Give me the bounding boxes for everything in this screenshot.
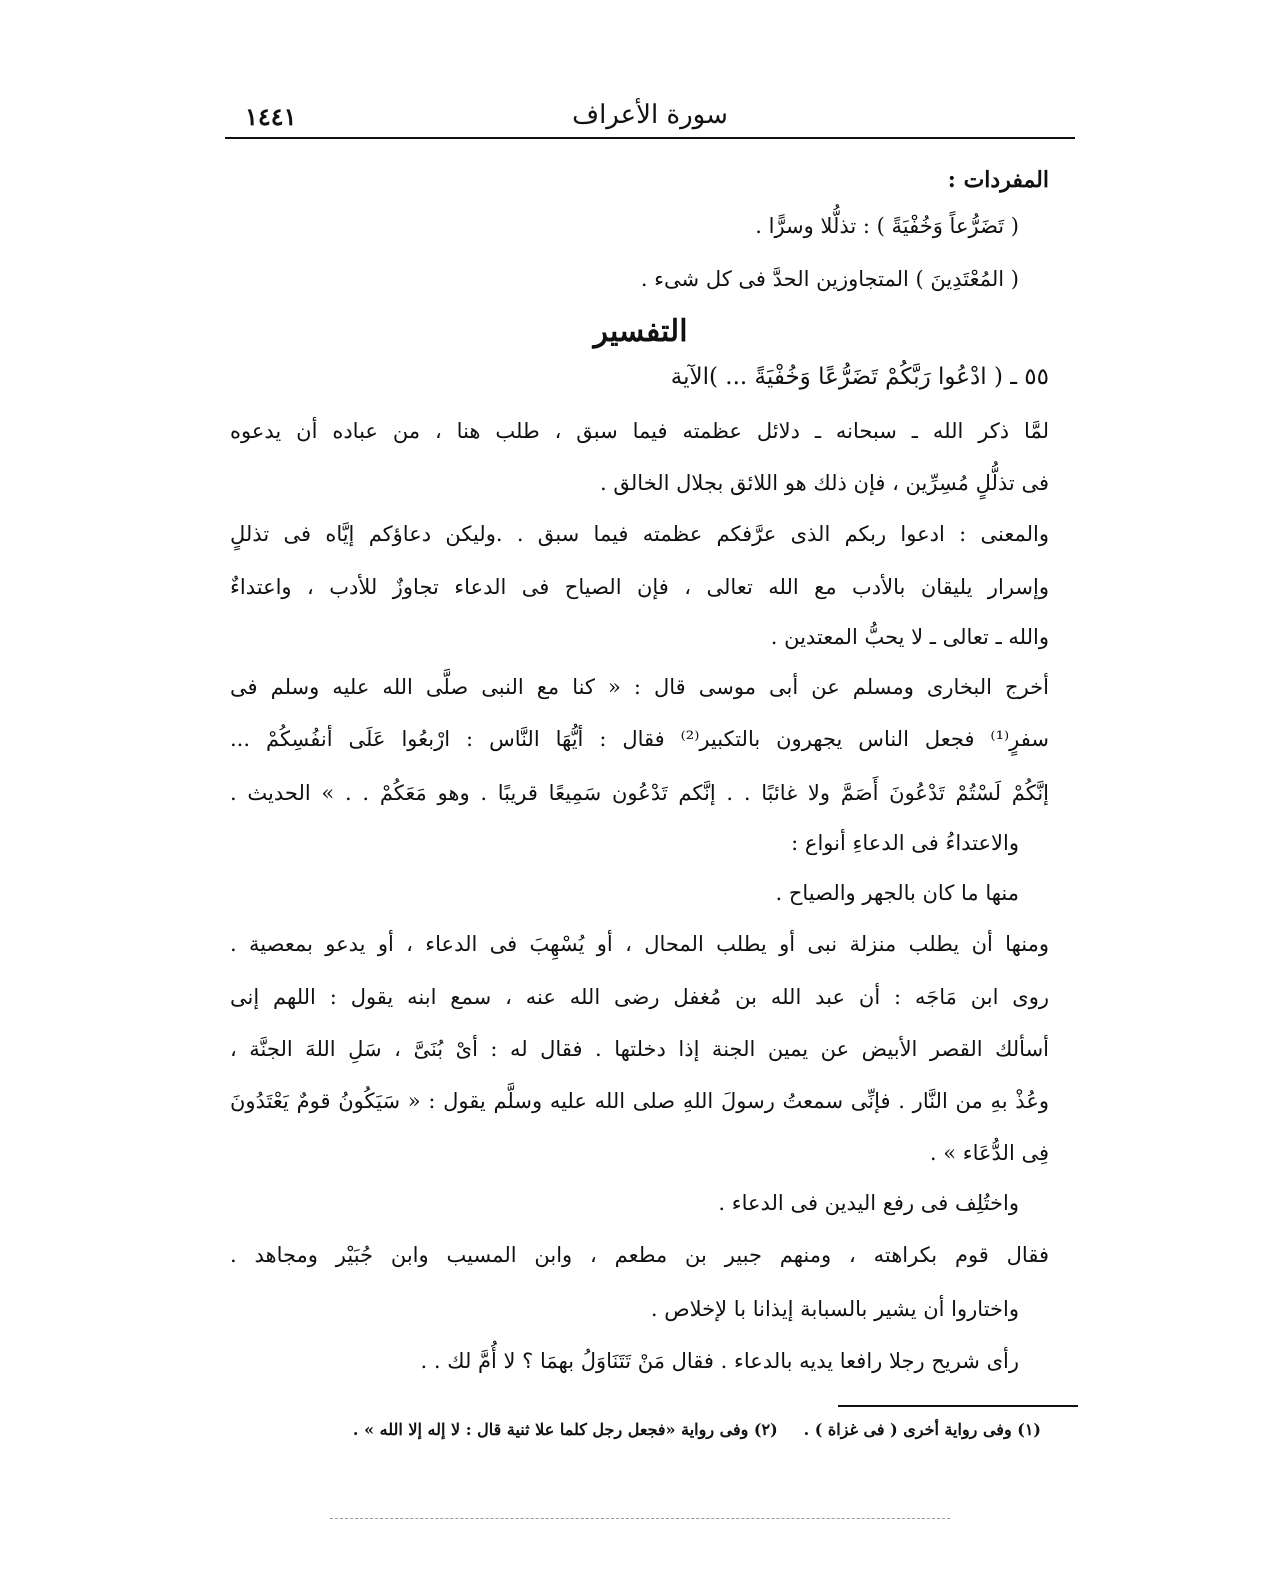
body-line: واختاروا أن يشير بالسبابة إيذانا با لإخلاص . [650, 1297, 1019, 1321]
body-line: أخرج البخارى ومسلم عن أبى موسى قال : « كنا مع النبى صلَّى الله عليه وسلم فى [230, 675, 1049, 699]
surah-title: سورة الأعراف [572, 100, 728, 130]
body-line: فى تذلُّلٍ مُسِرِّين ، فإن ذلك هو اللائق بجلال الخالق . [600, 471, 1049, 495]
footnote-2: (٢) وفى رواية «فجعل رجل كلما علا ثنية قال : لا إله إلا الله » . [352, 1420, 778, 1439]
footnote-rule [838, 1405, 1078, 1407]
body-line: فقال قوم بكراهته ، ومنهم جبير بن مطعم ، وابن المسيب وابن جُبَيْر ومجاهد . [230, 1243, 1049, 1267]
tafsir-heading: التفسير [593, 314, 688, 349]
body-line: منها ما كان بالجهر والصياح . [775, 881, 1019, 905]
body-line: روى ابن مَاجَه : أن عبد الله بن مُغفل رضى الله عنه ، سمع ابنه يقول : اللهم إنى [230, 985, 1049, 1009]
vocabulary-item: ( تَضَرُّعاً وَخُفْيَةً ) : تذلُّلا وسرًّا . [755, 214, 1019, 238]
body-line: فِى الدُّعَاء » . [929, 1141, 1049, 1165]
footnote-1: (١) وفى رواية أخرى ( فى غزاة ) . [803, 1420, 1041, 1439]
footnotes [240, 1416, 1041, 1444]
header-rule [225, 137, 1075, 139]
body-line: سفرٍ⁽¹⁾ فجعل الناس يجهرون بالتكبير⁽²⁾ فقال : أيُّهَا النَّاس : ارْبعُوا عَلَى أنفُسِكُمْ ... [230, 727, 1049, 751]
body-line: وإسرار يليقان بالأدب مع الله تعالى ، فإن الصياح فى الدعاء تجاوزٌ للأدب ، واعتداءٌ [230, 575, 1049, 599]
page-number: ١٤٤١ [245, 102, 297, 131]
body-line: رأى شريح رجلا رافعا يديه بالدعاء . فقال مَنْ تَتَنَاوَلُ بهمَا ؟ لا أُمَّ لك . . [420, 1349, 1019, 1373]
body-line: والاعتداءُ فى الدعاءِ أنواع : [791, 831, 1019, 855]
body-line: وعُذْ بهِ من النَّار . فإنِّى سمعتُ رسولَ اللهِ صلى الله عليه وسلَّم يقول : « سَيَكُونُ قومٌ يَعْتَدُونَ [230, 1089, 1049, 1113]
running-head [225, 100, 1075, 136]
verse-reference: ٥٥ ـ ( ادْعُوا رَبَّكُمْ تَضَرُّعًا وَخُفْيَةً ... )الآية [670, 364, 1049, 390]
body-line: والمعنى : ادعوا ربكم الذى عرَّفكم عظمته فيما سبق . .وليكن دعاؤكم إيَّاه فى تذللٍ [230, 522, 1049, 546]
body-line: إنَّكُمْ لَسْتُمْ تَدْعُونَ أَصَمَّ ولا غائبًا . . إنَّكم تَدْعُون سَمِيعًا قريبًا . وهو مَعَكُمْ . . » الحديث . [230, 781, 1049, 805]
bottom-scan-mark [330, 1518, 950, 1519]
body-line: أسألك القصر الأبيض عن يمين الجنة إذا دخلتها . فقال له : أىْ بُنَىَّ ، سَلِ اللهَ الجنَّة ، [230, 1037, 1049, 1061]
vocabulary-heading: المفردات : [947, 167, 1049, 193]
body-line: لمَّا ذكر الله ـ سبحانه ـ دلائل عظمته فيما سبق ، طلب هنا ، من عباده أن يدعوه [230, 419, 1049, 443]
body-line: والله ـ تعالى ـ لا يحبُّ المعتدين . [770, 625, 1049, 649]
body-line: واختُلِف فى رفع اليدين فى الدعاء . [718, 1191, 1019, 1215]
vocabulary-item: ( المُعْتَدِينَ ) المتجاوزين الحدَّ فى كل شىء . [640, 267, 1019, 291]
body-line: ومنها أن يطلب منزلة نبى أو يطلب المحال ، أو يُسْهِبَ فى الدعاء ، أو يدعو بمعصية . [230, 932, 1049, 956]
